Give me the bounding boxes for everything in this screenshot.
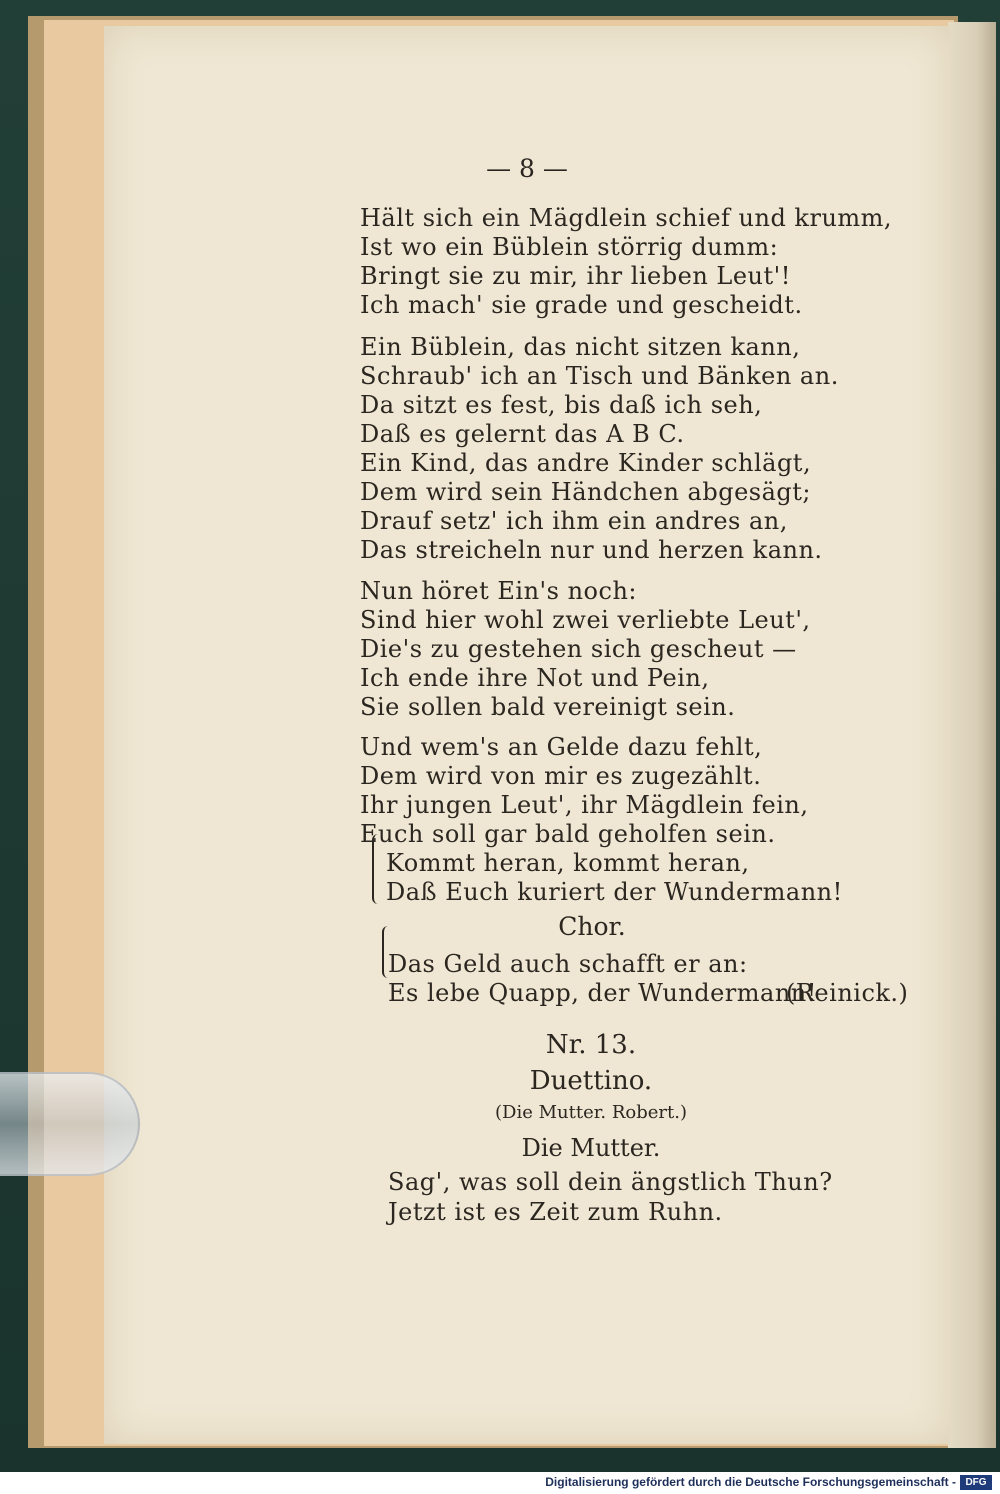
verse-line: Ich mach' sie grade und gescheidt.	[360, 291, 803, 319]
chor-heading: Chor.	[558, 912, 626, 941]
verse-line: Da sitzt es fest, bis daß ich seh,	[360, 391, 763, 419]
dfg-logo: DFG	[960, 1475, 992, 1490]
verse-line: Ein Kind, das andre Kinder schlägt,	[360, 449, 812, 477]
section-number: Nr. 13.	[545, 1030, 637, 1060]
verse-line: Ich ende ihre Not und Pein,	[360, 664, 710, 692]
verse-line: Hält sich ein Mägdlein schief und krumm,	[360, 204, 893, 232]
page-clip	[0, 1072, 140, 1176]
repeat-brace	[372, 834, 380, 904]
verse-line: Daß es gelernt das A B C.	[360, 420, 685, 448]
verse-line: Schraub' ich an Tisch und Bänken an.	[360, 362, 839, 390]
section-roles: (Die Mutter. Robert.)	[495, 1102, 687, 1123]
duettino-line: Jetzt ist es Zeit zum Ruhn.	[388, 1198, 723, 1226]
verse-line: Bringt sie zu mir, ihr lieben Leut'!	[360, 262, 791, 290]
verse-line: Sie sollen bald vereinigt sein.	[360, 693, 736, 721]
book-page	[104, 26, 950, 1444]
verse-line: Daß Euch kuriert der Wundermann!	[386, 878, 843, 906]
page-stack-edge	[948, 22, 996, 1448]
verse-line: Ist wo ein Büblein störrig dumm:	[360, 233, 779, 261]
verse-line: Die's zu gestehen sich gescheut —	[360, 635, 797, 663]
verse-line: Ein Büblein, das nicht sitzen kann,	[360, 333, 801, 361]
verse-line: Dem wird von mir es zugezählt.	[360, 762, 762, 790]
verse-line: Sind hier wohl zwei verliebte Leut',	[360, 606, 811, 634]
verse-line: Nun höret Ein's noch:	[360, 577, 637, 605]
verse-line: Kommt heran, kommt heran,	[386, 849, 750, 877]
verse-line: Ihr jungen Leut', ihr Mägdlein fein,	[360, 791, 809, 819]
verse-line: Dem wird sein Händchen abgesägt;	[360, 478, 811, 506]
speaker-name: Die Mutter.	[521, 1134, 661, 1162]
footer-bar	[0, 1472, 1000, 1494]
chor-line: Das Geld auch schafft er an:	[388, 950, 748, 978]
author-attribution: (Reinick.)	[786, 979, 909, 1007]
verse-line: Euch soll gar bald geholfen sein.	[360, 820, 776, 848]
page-number: — 8 —	[486, 154, 568, 183]
funding-credit: Digitalisierung gefördert durch die Deutsche Forschungsgemeinschaft -	[545, 1475, 956, 1489]
duettino-line: Sag', was soll dein ängstlich Thun?	[388, 1168, 833, 1196]
verse-line: Das streicheln nur und herzen kann.	[360, 536, 823, 564]
verse-line: Und wem's an Gelde dazu fehlt,	[360, 733, 763, 761]
section-title: Duettino.	[529, 1066, 653, 1096]
chor-line: Es lebe Quapp, der Wundermann!	[388, 979, 817, 1007]
verse-line: Drauf setz' ich ihm ein andres an,	[360, 507, 788, 535]
